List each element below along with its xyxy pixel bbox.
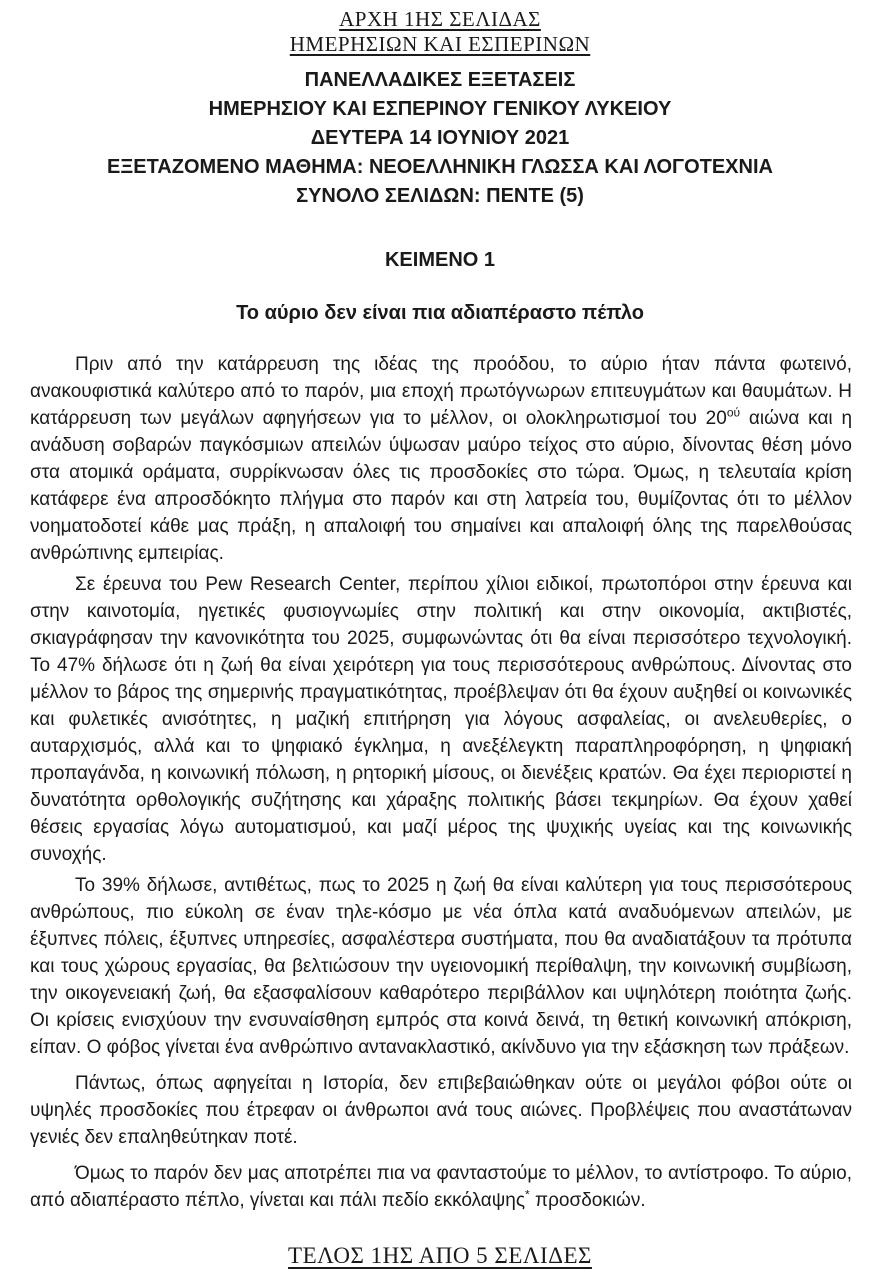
exam-date: ΔΕΥΤΕΡΑ 14 ΙΟΥΝΙΟΥ 2021	[310, 127, 570, 149]
page-header	[0, 0, 880, 57]
body-paragraph	[30, 351, 852, 567]
exam-subject: ΕΞΕΤΑΖΟΜΕΝΟ ΜΑΘΗΜΑ: ΝΕΟΕΛΛΗΝΙΚΗ ΓΛΩΣΣΑ ΚΑΙ ΛΟΓΟΤΕΧΝΙΑ	[107, 156, 773, 178]
paragraph-text: Πάντως, όπως αφηγείται η Ιστορία, δεν επιβεβαιώθηκαν ούτε οι μεγάλοι φόβοι ούτε οι υψηλές προσδοκίες που έτρεφαν οι άνθρωποι ανά τους αιώνες. Προβλέψεις που αναστάτωναν γενιές δεν επαληθεύτηκαν ποτέ.	[30, 1073, 852, 1148]
body-paragraph	[30, 571, 852, 868]
paragraph-text: Πριν από την κατάρρευση της ιδέας της προόδου, το αύριο ήταν πάντα φωτεινό, ανακουφιστικά καλύτερο από το παρόν, μια εποχή πρωτόγνωρων επιτευγμάτων και θαυμάτων. Η κατάρρευση των μεγάλων αφηγήσεων για το μέλλον, οι ολοκληρωτισμοί του 20	[30, 354, 852, 429]
article-title: Το αύριο δεν είναι πια αδιαπέραστο πέπλο	[236, 302, 644, 324]
article-body	[30, 351, 852, 1214]
section-label: ΚΕΙΜΕΝΟ 1	[384, 249, 496, 271]
superscript-text: *	[525, 1187, 530, 1202]
exam-header	[0, 66, 880, 211]
body-paragraph	[30, 1160, 852, 1214]
body-paragraph	[30, 872, 852, 1061]
page-header-line-2: ΗΜΕΡΗΣΙΩΝ ΚΑΙ ΕΣΠΕΡΙΝΩΝ	[289, 32, 591, 56]
paragraph-text: αιώνα και η ανάδυση σοβαρών παγκόσμιων απειλών ύψωσαν μαύρο τείχος στο αύριο, δίνοντας θέση μόνο στα ατομικά οράματα, συρρίκνωσαν όλες τις προσδοκίες στο τώρα. Όμως, η τελευταία κρίση κατάφερε ένα απροσδόκητο πλήγμα στο παρόν και στη λατρεία του, θυμίζοντας ότι το μέλλον νοηματοδοτεί κάθε μας πράξη, η απαλοιφή του σημαίνει και απαλοιφή όλης της παρελθούσας ανθρώπινης εμπειρίας.	[30, 408, 853, 564]
page-footer	[0, 1243, 880, 1269]
body-paragraph	[30, 1070, 852, 1151]
superscript-text: ού	[726, 405, 741, 420]
paragraph-text: Όμως το παρόν δεν μας αποτρέπει πια να φανταστούμε το μέλλον, το αντίστροφο. Το αύριο, από αδιαπέραστο πέπλο, γίνεται και πάλι πεδίο εκκόλαψης	[30, 1163, 852, 1211]
exam-total-pages: ΣΥΝΟΛΟ ΣΕΛΙΔΩΝ: ΠΕΝΤΕ (5)	[296, 185, 584, 207]
page-header-line-1: ΑΡΧΗ 1ΗΣ ΣΕΛΙΔΑΣ	[339, 7, 541, 31]
page-footer-text: ΤΕΛΟΣ 1ΗΣ ΑΠΟ 5 ΣΕΛΙΔΕΣ	[288, 1243, 592, 1268]
paragraph-text: Σε έρευνα του Pew Research Center, περίπου χίλιοι ειδικοί, πρωτοπόροι στην έρευνα και στην καινοτομία, ηγετικές φυσιογνωμίες στην πολιτική και στην οικονομία, ακτιβιστές, σκιαγράφησαν την κανονικότητα του 2025, συμφωνώντας ότι θα είναι περισσότερο τεχνολογική. Το 47% δήλωσε ότι η ζωή θα είναι χειρότερη για τους περισσότερους ανθρώπους. Δίνοντας στο μέλλον το βάρος της σημερινής πραγματικότητας, προέβλεψαν ότι θα έχουν αυξηθεί οι κοινωνικές και φυλετικές ανισότητες, η μαζική επιτήρηση για λόγους ασφαλείας, οι ανελευθερίες, ο αυταρχισμός, αλλά και το ψηφιακό έγκλημα, η ανεξέλεγκτη παραπληροφόρηση, η ψηφιακή προπαγάνδα, η κοινωνική πόλωση, η ρητορική μίσους, οι διενέξεις κρατών. Θα έχει περιοριστεί η δυνατότητα ορθολογικής συζήτησης και χάραξης πολιτικής βάσει τεκμηρίων. Θα έχουν χαθεί θέσεις εργασίας λόγω αυτοματισμού, και μαζί μέρος της ψυχικής υγείας και της κοινωνικής συνοχής.	[30, 574, 852, 865]
exam-title: ΠΑΝΕΛΛΑΔΙΚΕΣ ΕΞΕΤΑΣΕΙΣ	[304, 69, 576, 91]
paragraph-text: προσδοκιών.	[529, 1190, 646, 1211]
exam-school-type: ΗΜΕΡΗΣΙΟΥ ΚΑΙ ΕΣΠΕΡΙΝΟΥ ΓΕΝΙΚΟΥ ΛΥΚΕΙΟΥ	[208, 98, 672, 120]
paragraph-text: Το 39% δήλωσε, αντιθέτως, πως το 2025 η ζωή θα είναι καλύτερη για τους περισσότερους ανθρώπους, πιο εύκολη σε έναν τηλε-κόσμο με νέα όπλα κατά αναδυόμενων απειλών, με έξυπνες πόλεις, έξυπνες υπηρεσίες, ασφαλέστερα συστήματα, που θα αναδιατάξουν τα πρότυπα και τους χώρους εργασίας, θα βελτιώσουν την υγειονομική περίθαλψη, την κοινωνική συμβίωση, την οικογενειακή ζωή, θα εξασφαλίσουν καθαρότερο περιβάλλον και υψηλότερη ποιότητα ζωής. Οι κρίσεις ενισχύουν την ενσυναίσθηση εμπρός στα κοινά δεινά, τη θετική κοινωνική απόκριση, είπαν. Ο φόβος γίνεται ένα ανθρώπινο αντανακλαστικό, ακίνδυνο για την εξάσκηση των πράξεων.	[30, 875, 852, 1058]
